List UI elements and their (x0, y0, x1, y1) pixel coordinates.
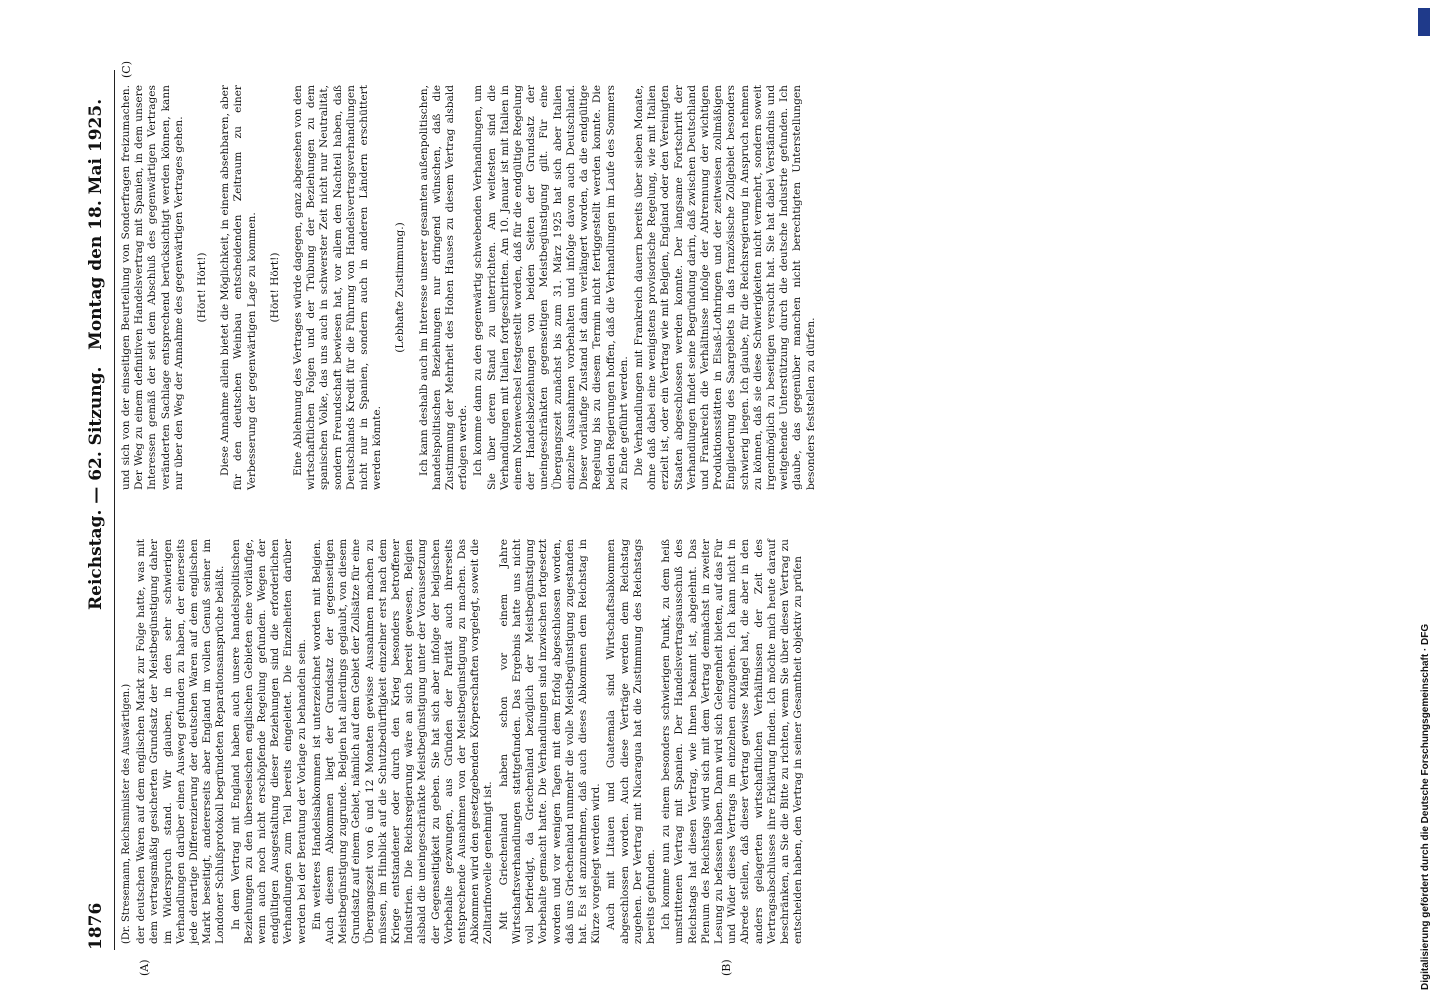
page-number: 1876 (86, 902, 106, 950)
column-right (120, 85, 820, 490)
paragraph: Ich kann deshalb auch im Interesse unserer gesamten außenpolitischen, handelspolitischen Beziehungen nur dringend wünschen, daß die Zustimmung der Mehrheit des Hohen Hauses zu diesem Vertrag alsbald erfolgen werde. (417, 85, 470, 490)
session-title: Reichstag. — 62. Sitzung. (86, 366, 106, 610)
paragraph: Ich komme dann zu den gegenwärtig schwebenden Verhandlungen, um Sie über deren Stand zu unterrichten. Am weitesten sind die Verhandlungen mit Italien fortgeschritten. Am 10. Januar ist mit Italien in einem Notenwechsel festgestellt worden, daß für die endgültige Regelung der Handelsbeziehungen von beiden Seiten der Grundsatz der uneingeschränkten gegenseitigen Meistbegünstigung gilt. Für eine Übergangszeit zunächst bis zum 31. März 1925 hat sich aber Italien einzelne Ausnahmen vorbehalten und infolge davon auch Deutschland. Dieser vorläufige Zustand ist dann verlängert worden, da die endgültige Regelung bis zu diesem Termin nicht fertiggestellt werden konnte. Die beiden Regierungen hoffen, daß die Verhandlungen im Laufe des Sommers zu Ende geführt werden. (472, 85, 630, 490)
margin-mark-a: (A) (138, 959, 151, 976)
paragraph: Ich komme nun zu einem besonders schwierigen Punkt, zu dem heiß umstrittenen Vertrag mit Spanien. Der Handelsvertragsausschuß des Reichstags hat diesen Vertrag, wie Ihnen bekannt ist, abgelehnt. Das Plenum des Reichstags wird sich mit dem Vertrag demnächst in zweiter Lesung zu befassen haben. Dann wird sich Gelegenheit bieten, auf das Für und Wider dieses Vertrags im einzelnen einzugehen. Ich kann nicht in Abrede stellen, daß dieser Vertrag gewisse Mängel hat, die aber in den anders gelagerten wirtschaftlichen Verhältnissen der Zeit des Vertragsabschlusses ihre Erklärung finden. Ich möchte mich heute darauf beschränken, an Sie die Bitte zu richten, wenn Sie über diesen Vertrag zu entscheiden haben, den Vertrag in seiner Gesamtheit objektiv zu prüfen (660, 539, 805, 944)
interjection: (Hört! Hört!) (268, 252, 281, 323)
interjection: (Lebhafte Zustimmung.) (394, 222, 407, 353)
rotated-page-content (80, 61, 1330, 976)
header-rule (114, 70, 115, 950)
paragraph: In dem Vertrag mit England haben auch unsere handelspolitischen Beziehungen zu den überseeischen englischen Gebieten eine vorläufige, wenn auch noch nicht erschöpfende Regelung gefunden. Wegen der endgültigen Ausgestaltung dieser Beziehungen sind die erforderlichen Verhandlungen zum Teil bereits eingeleitet. Die Einzelheiten darüber werden bei der Beratung der Vorlage zu behandeln sein. (229, 539, 308, 944)
dfg-logo (1418, 8, 1430, 36)
paragraph: Eine Ablehnung des Vertrages würde dagegen, ganz abgesehen von den wirtschaftlichen Folgen und der Trübung der Beziehungen zu dem spanischen Volke, das uns auch in schwerster Zeit nicht nur Neutralität, sondern Freundschaft bewiesen hat, vor allem den Nachteil haben, daß Deutschlands Kredit für die Führung von Handelsvertragsverhandlungen nicht nur in Spanien, sondern auch in anderen Ländern erschüttert werden könnte. (292, 85, 384, 490)
digitization-note (1420, 10, 1432, 990)
paragraph: und sich von der einseitigen Beurteilung von Sonderfragen freizumachen. Der Weg zu einem definitiven Handelsvertrag mit Spanien, in dem unsere Interessen gemäß der seit dem Abschluß des gegenwärtigen Vertrages veränderten Sachlage entsprechend berücksichtigt werden können, kann nur über den Weg der Annahme des gegenwärtigen Vertrages gehen. (120, 85, 185, 490)
margin-mark-c: (C) (120, 61, 133, 78)
paragraph: der deutschen Waren auf dem englischen Markt zur Folge hatte, was mit dem vertragsmäßig gesicherten Grundsatz der Meistbegünstigung daher im Widerspruch stand. Wir glauben, in den sehr schwierigen Verhandlungen darüber einen Ausweg gefunden zu haben, der einerseits jede derartige Differenzierung der deutschen Waren auf dem englischen Markt beseitigt, andererseits aber England im vollen Genuß seiner im Londoner Schlußprotokoll begründeten Reparationsansprüche beläßt. (135, 539, 227, 944)
paragraph: Ein weiteres Handelsabkommen ist unterzeichnet worden mit Belgien. Auch diesem Abkommen liegt der Grundsatz der gegenseitigen Meistbegünstigung zugrunde. Belgien hat allerdings geglaubt, von diesem Grundsatz auf einem Gebiet, nämlich auf dem Gebiet der Zollsätze für eine Übergangszeit von 6 und 12 Monaten gewisse Ausnahmen machen zu müssen, im Hinblick auf die Schutzbedürftigkeit einzelner erst nach dem Kriege entstandener oder durch den Krieg besonders betroffener Industrien. Die Reichsregierung wäre an sich bereit gewesen, Belgien alsbald die uneingeschränkte Meistbegünstigung unter der Voraussetzung der Gegenseitigkeit zu geben. Sie hat sich aber infolge der belgischen Vorbehalte gezwungen, aus Gründen der Parität auch ihrerseits entsprechende Ausnahmen von der Meistbegünstigung zu machen. Das Abkommen wird den gesetzgebenden Körperschaften vorgelegt, soweit die Zolltarifnovelle genehmigt ist. (310, 539, 495, 944)
column-left (120, 539, 807, 944)
interjection: (Hört! Hört!) (196, 252, 209, 323)
paragraph: Mit Griechenland haben schon vor einem Jahre Wirtschaftsverhandlungen stattgefunden. Das Ergebnis hatte uns nicht voll befriedigt, da Griechenland bezüglich der Meistbegünstigung Vorbehalte gemacht hatte. Die Verhandlungen sind inzwischen fortgesetzt worden und vor wenigen Tagen mit dem Erfolg abgeschlossen worden, daß uns Griechenland nunmehr die volle Meistbegünstigung zugestanden hat. Es ist anzunehmen, daß auch dieses Abkommen dem Reichstag in Kürze vorgelegt werden wird. (497, 539, 603, 944)
paragraph: Auch mit Litauen und Guatemala sind Wirtschaftsabkommen abgeschlossen worden. Auch diese Verträge werden dem Reichstag zugehen. Der Vertrag mit Nicaragua hat die Zustimmung des Reichstags bereits gefunden. (605, 539, 657, 944)
session-date: Montag den 18. Mai 1925. (86, 98, 106, 350)
digitization-note-text: Digitalisierung gefördert durch die Deutsche Forschungsgemeinschaft · DFG (1420, 623, 1431, 990)
margin-mark-b: (B) (720, 959, 733, 976)
paragraph: Die Verhandlungen mit Frankreich dauern bereits über sieben Monate, ohne daß dabei eine wenigstens provisorische Regelung, wie mit Italien erzielt ist, oder ein Vertrag wie mit Belgien, England oder den Vereinigten Staaten abgeschlossen werden konnte. Der langsame Fortschritt der Verhandlungen findet seine Begründung darin, daß zwischen Deutschland und Frankreich die Verhältnisse infolge der Abtrennung der wichtigen Produktionsstätten in Elsaß-Lothringen und der zeitweisen zollmäßigen Eingliederung des Saargebiets in das französische Zollgebiet besonders schwierig liegen. Ich glaube, für die Reichsregierung in Anspruch nehmen zu können, daß sie diese Schwierigkeiten nicht vermehrt, sondern soweit irgendmöglich zu beseitigen versucht hat. Sie hat dabei Verständnis und weitgehende Unterstützung durch die deutsche Industrie gefunden. Ich glaube, das gegenüber manchen nicht berechtigten Unterstellungen besonders feststellen zu dürfen. (632, 85, 817, 490)
speaker-line: (Dr. Stresemann, Reichsminister des Auswärtigen.) (121, 683, 132, 944)
paragraph: Diese Annahme allein bietet die Möglichkeit, in einem absehbaren, aber für den deutschen Weinbau entscheidenden Zeitraum zu einer Verbesserung der gegenwärtigen Lage zu kommen. (219, 85, 258, 490)
page-header (80, 70, 116, 950)
